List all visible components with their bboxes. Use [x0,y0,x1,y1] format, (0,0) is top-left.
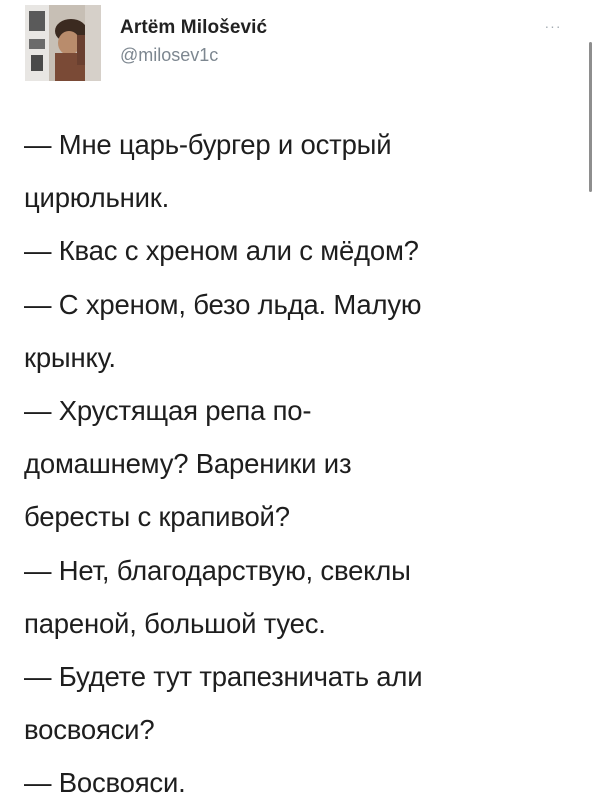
tweet-text-line: цирюльник. [24,182,170,214]
more-dots-icon: ··· [544,18,562,34]
tweet-text-line: бересты с крапивой? [24,501,290,533]
author-handle[interactable]: @milosev1c [120,45,219,65]
tweet-text-line: — Хрустящая репа по- [24,394,312,426]
tweet-text-line: — Будете тут трапезничать али [24,660,423,692]
tweet-text-line: — Нет, благодарствую, свеклы [24,554,411,586]
tweet-text-line: крынку. [24,341,116,373]
tweet-text-line: — С хреном, безо льда. Малую [24,288,422,320]
scrollbar[interactable] [589,42,592,192]
tweet-text [24,118,580,809]
more-options-button[interactable] [535,14,571,38]
tweet-text-line: домашнему? Вареники из [24,448,352,480]
avatar-photo-icon [25,5,101,81]
tweet-text-line: — Квас с хреном али с мёдом? [24,235,419,267]
tweet-text-line: пареной, большой туес. [24,607,326,639]
tweet-text-line: — Мне царь-бургер и острый [24,129,392,160]
author-display-name[interactable]: Artëm Milošević [120,17,268,38]
tweet-text-line: — Восвояси. [24,767,186,799]
avatar[interactable] [25,5,101,81]
tweet-text-line: восвояси? [24,714,155,746]
